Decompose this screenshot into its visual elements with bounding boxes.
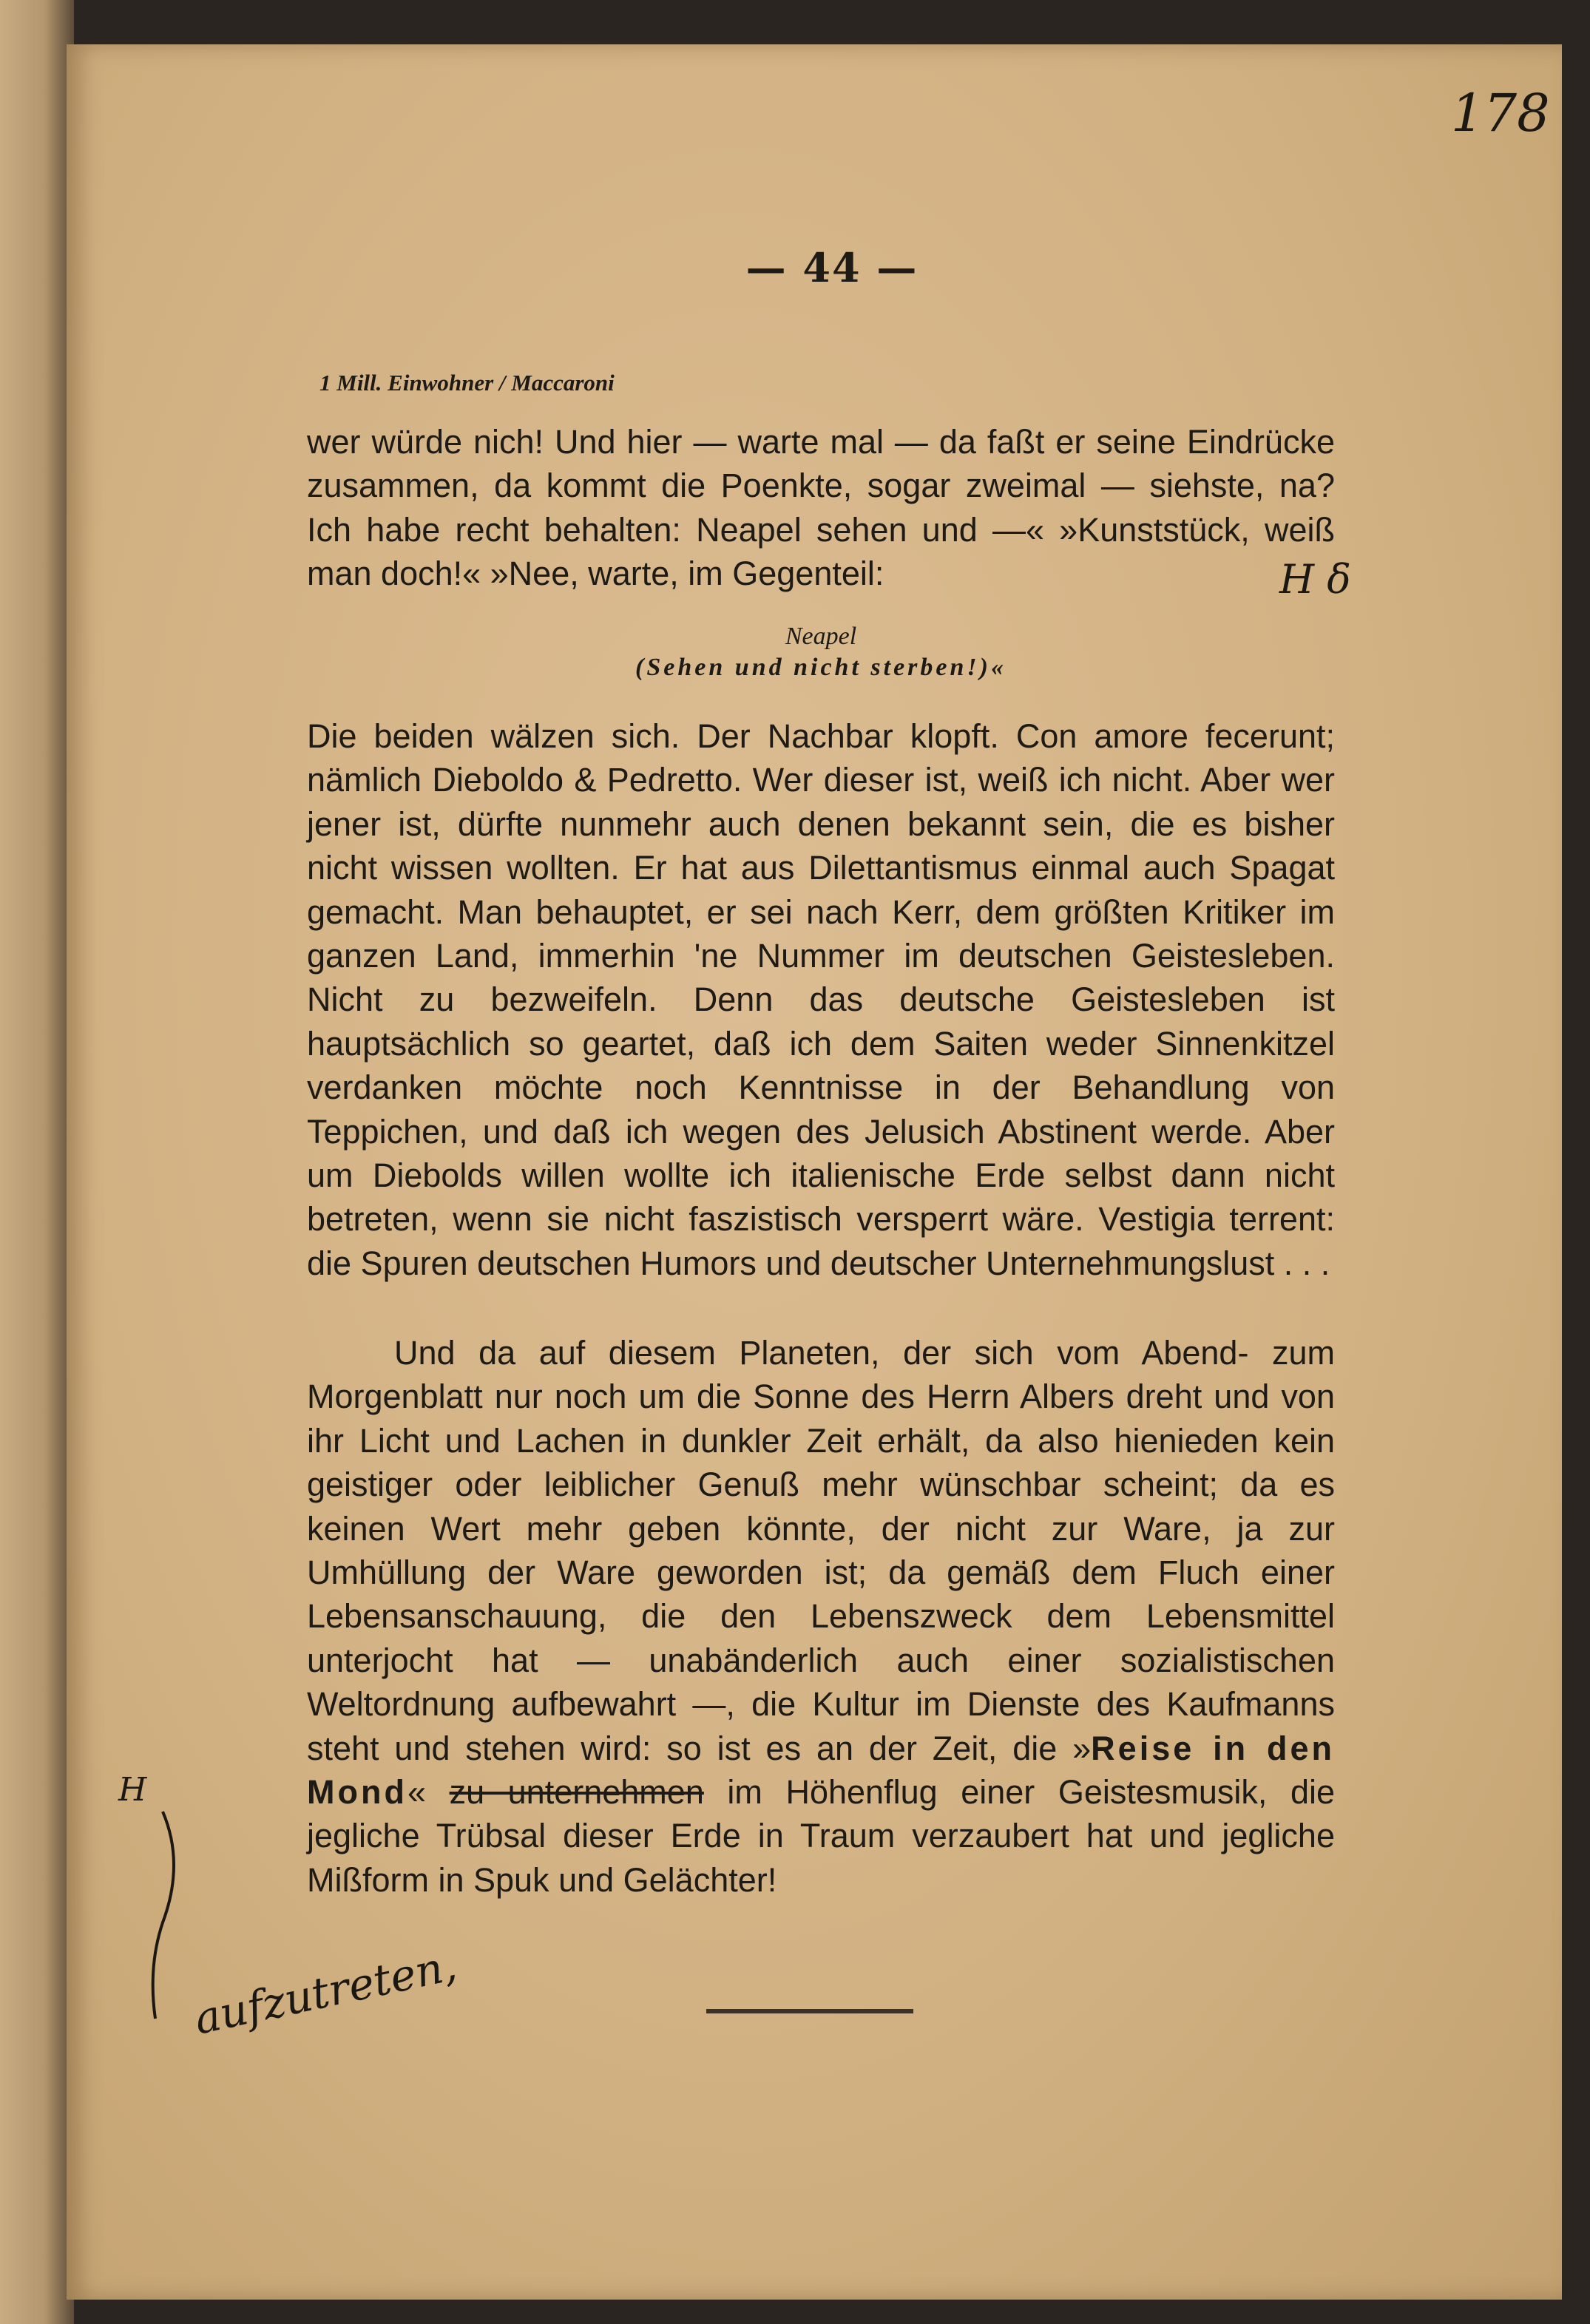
end-rule — [706, 2009, 913, 2013]
heading-title: Neapel — [785, 623, 857, 650]
running-head: 1 Mill. Einwohner / Maccaroni — [319, 370, 615, 396]
page-number: — 44 — — [745, 244, 919, 291]
margin-note-left: H — [118, 1771, 147, 1809]
paragraph-3-text — [307, 1331, 1335, 1902]
struck-text: zu unternehmen — [449, 1773, 704, 1812]
margin-note-top: H δ — [1279, 556, 1351, 603]
paragraph-1 — [307, 420, 1335, 596]
paragraph-2 — [307, 714, 1335, 1285]
paragraph-1-text: wer würde nich! Und hier — warte mal — da faßt er seine Eindrücke zusammen, da kommt die Poenkte, sogar zweimal — siehste, na? Ich habe recht behalten: Neapel sehen und —« »Kunststück, weiß man doch!« »Nee, warte, im Gegenteil: — [307, 423, 1335, 593]
paragraph-3 — [307, 1331, 1335, 1902]
margin-note-bottom: aufzutreten, — [189, 1940, 461, 2044]
handwritten-folio-number: 178 — [1451, 83, 1550, 143]
margin-bracket — [133, 1804, 200, 2026]
paragraph-3-spaced: Reise in den Mond — [307, 1729, 1336, 1812]
paragraph-2-text: Die beiden wälzen sich. Der Nachbar klopft. Con amore fecerunt; nämlich Dieboldo & Pedretto. Wer dieser ist, weiß ich nicht. Aber wer jener ist, dürfte nunmehr auch denen bekannt sein, die es bisher nicht wissen wollten. Er hat aus Dilettantismus einmal auch Spagat gemacht. Man behauptet, er sei nach Kerr, dem größten Kritiker im ganzen Land, immerhin 'ne Nummer im deutschen Geistesleben. Nicht zu bezweifeln. Denn das deutsche Geistesleben ist hauptsächlich so geartet, daß ich dem Saiten weder Sinnenkitzel verdanken möchte noch Kenntnisse in der Behandlung von Teppichen, und daß ich wegen des Jelusich Abstinent werde. Aber um Diebolds willen wollte ich italienische Erde selbst dann nicht betreten, wenn sie nicht faszistisch versperrt wäre. Vestigia terrent: die Spuren deutschen Humors und deutscher Unternehmungslust . . . — [307, 717, 1335, 1282]
section-heading — [307, 621, 1335, 683]
paragraph-3-part-b: im Höhenflug einer Geistesmusik, die jegliche Trübsal dieser Erde in Traum verzaubert hat und jegliche Mißform in Spuk und Gelächter! — [307, 1773, 1335, 1899]
paragraph-3-close: « — [407, 1773, 426, 1812]
paragraph-3-part-a: Und da auf diesem Planeten, der sich vom Abend- zum Morgenblatt nur noch um die Sonne des Herrn Albers dreht und von ihr Licht und Lachen in dunkler Zeit erhält, da also hienieden kein geistiger oder leiblicher Genuß mehr wünschbar scheint; da es keinen Wert mehr geben könnte, der nicht zur Ware, ja zur Umhüllung der Ware geworden ist; da gemäß dem Fluch einer Lebensanschauung, die den Lebenszweck dem Lebensmittel unterjocht hat — unabänderlich auch einer sozialistischen Weltordnung aufbewahrt —, die Kultur im Dienste des Kaufmanns steht und stehen wird: so ist es an der Zeit, die » — [307, 1334, 1335, 1767]
heading-subtitle: (Sehen und nicht sterben!)« — [635, 654, 1007, 681]
facing-page-edge — [0, 0, 74, 2324]
